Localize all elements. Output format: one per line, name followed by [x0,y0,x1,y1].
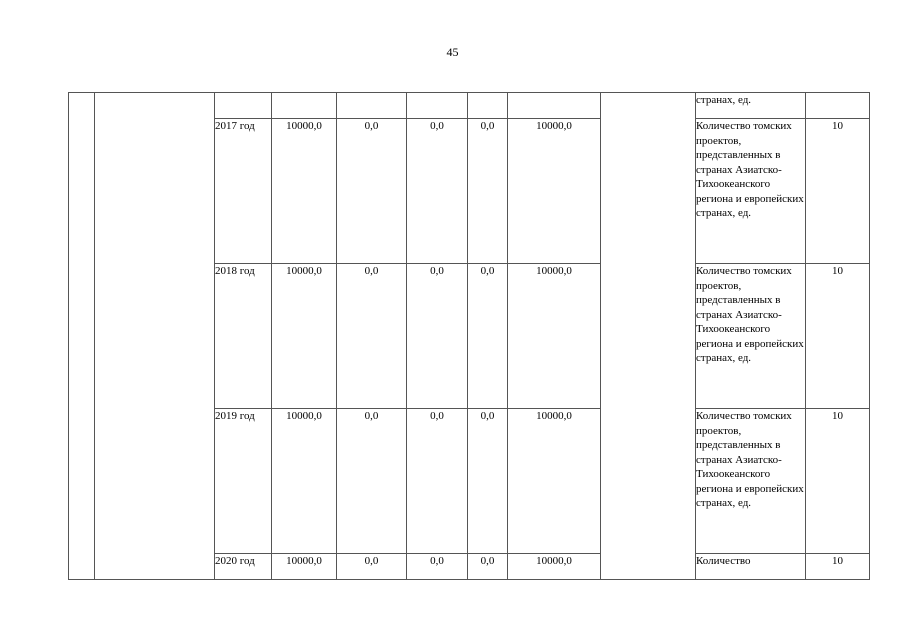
page-number: 45 [446,45,459,59]
indicator-value-cell: 10 [806,119,870,264]
local-cell: 0,0 [468,119,508,264]
year-cell: 2019 год [215,409,272,554]
other-cell: 10000,0 [508,409,601,554]
indicator-value-cell: 10 [806,264,870,409]
total-cell: 10000,0 [272,119,337,264]
regional-cell: 0,0 [407,409,468,554]
year-cell: 2020 год [215,554,272,580]
federal-cell: 0,0 [337,264,407,409]
other-cell [508,93,601,119]
indicator-cell: Количество [696,554,806,580]
year-cell: 2018 год [215,264,272,409]
indicator-cell: Количество томских проектов, представленных в странах Азиатско-Тихоокеанского региона и европейских странах, ед. [696,119,806,264]
activity-name-cell [95,93,215,580]
federal-cell: 0,0 [337,554,407,580]
indicator-cell: Количество томских проектов, представленных в странах Азиатско-Тихоокеанского региона и европейских странах, ед. [696,409,806,554]
regional-cell [407,93,468,119]
local-cell: 0,0 [468,409,508,554]
federal-cell: 0,0 [337,119,407,264]
other-cell: 10000,0 [508,264,601,409]
regional-cell: 0,0 [407,119,468,264]
local-cell: 0,0 [468,264,508,409]
local-cell: 0,0 [468,554,508,580]
other-cell: 10000,0 [508,119,601,264]
indicator-cell: Количество томских проектов, представленных в странах Азиатско-Тихоокеанского региона и европейских странах, ед. [696,264,806,409]
total-cell: 10000,0 [272,264,337,409]
indicator-value-cell: 10 [806,554,870,580]
other-cell: 10000,0 [508,554,601,580]
year-cell: 2017 год [215,119,272,264]
program-table [68,92,870,580]
regional-cell: 0,0 [407,264,468,409]
federal-cell [337,93,407,119]
local-cell [468,93,508,119]
year-cell [215,93,272,119]
regional-cell: 0,0 [407,554,468,580]
table-row [69,93,870,119]
indicator-value-cell [806,93,870,119]
indicator-value-cell: 10 [806,409,870,554]
total-cell [272,93,337,119]
total-cell: 10000,0 [272,554,337,580]
indicator-cell: странах, ед. [696,93,806,119]
total-cell: 10000,0 [272,409,337,554]
executor-cell [601,93,696,580]
federal-cell: 0,0 [337,409,407,554]
number-cell [69,93,95,580]
